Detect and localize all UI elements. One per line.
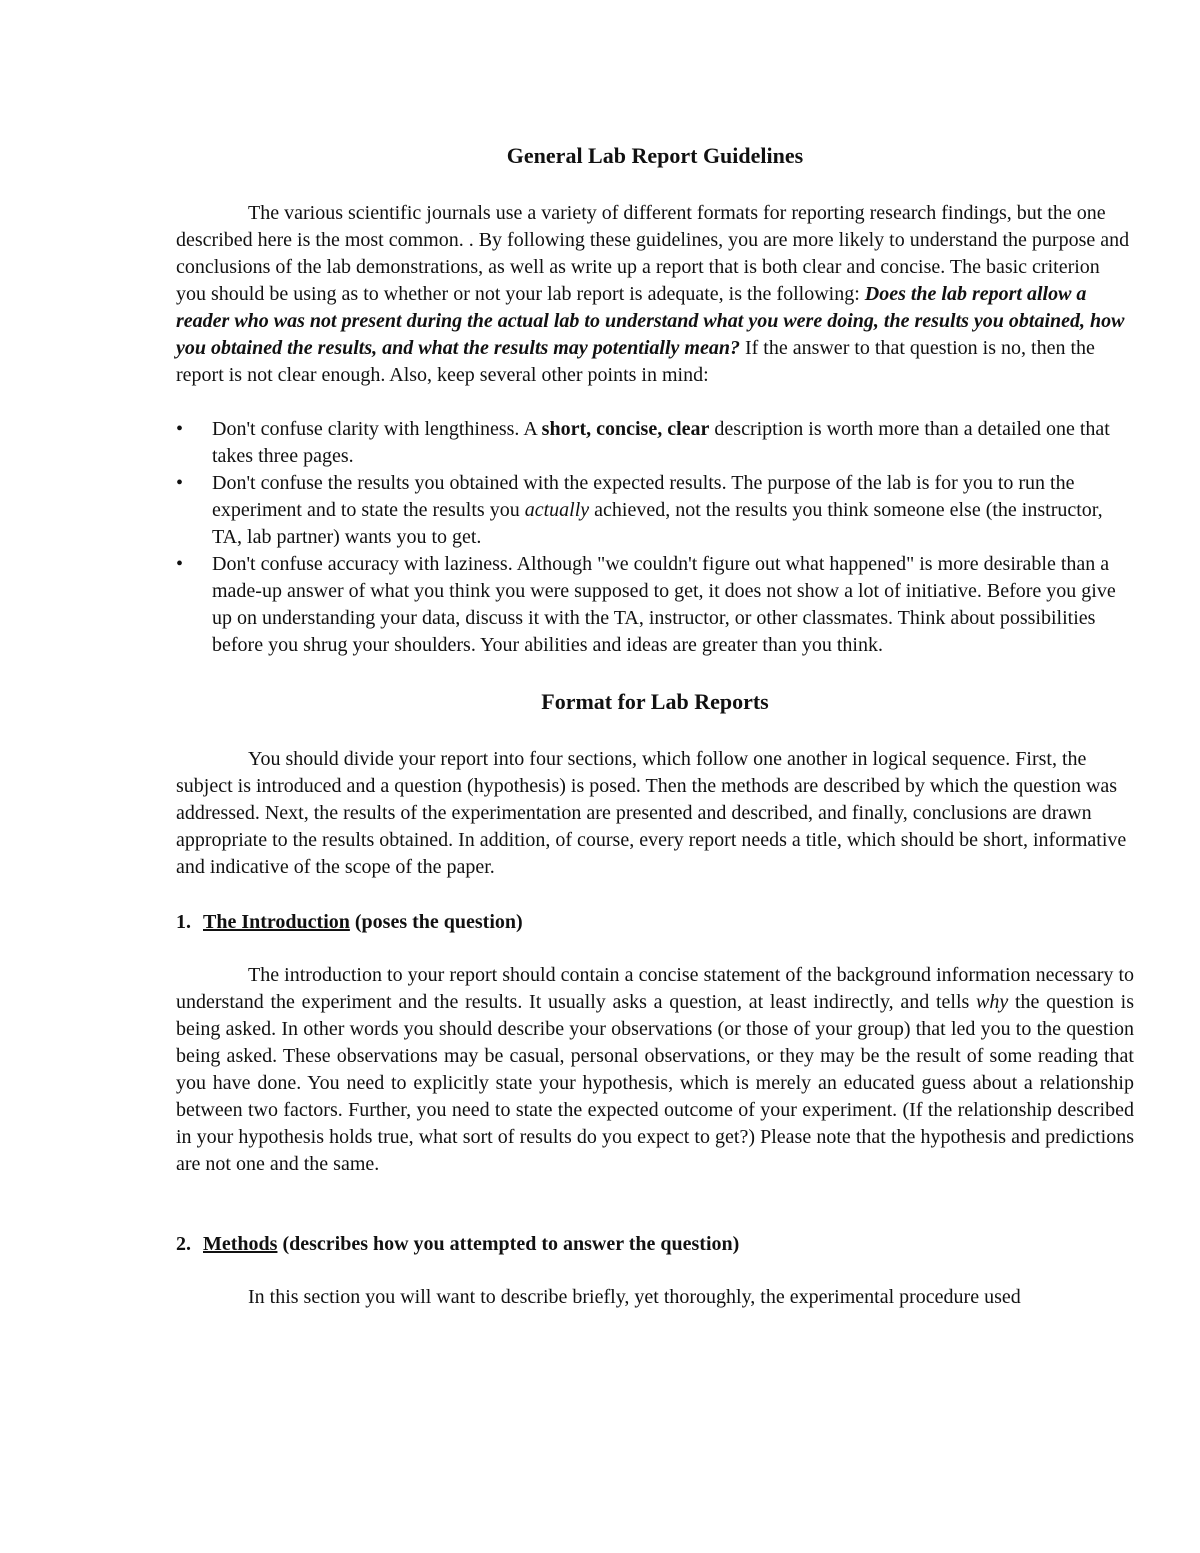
guidelines-list	[176, 416, 1134, 659]
section-heading-introduction	[176, 909, 1134, 936]
list-item: • Don't confuse clarity with lengthiness. A short, concise, clear description is worth more than a detailed one that takes three pages.	[176, 418, 1110, 467]
format-paragraph: You should divide your report into four sections, which follow one another in logical sequence. First, the subject is introduced and a question (hypothesis) is posed. Then the methods are described by which the question was addressed. Next, the results of the experimentation are presented and described, and finally, conclusions are drawn appropriate to the results obtained. In addition, of course, every report needs a title, which should be short, informative and indicative of the scope of the paper.	[176, 748, 1127, 878]
bold-phrase: short, concise, clear	[541, 418, 710, 440]
document-page	[176, 140, 1134, 1311]
section-desc: (poses the question)	[349, 911, 523, 933]
bullet-icon: •	[176, 418, 184, 440]
section-heading-methods	[176, 1231, 1134, 1258]
intro-text-end: If the answer to that question is no, then the report is not clear enough. Also, keep several other points in mind:	[176, 337, 1095, 386]
document-title: General Lab Report Guidelines	[506, 143, 804, 168]
methods-paragraph: In this section you will want to describe briefly, yet thoroughly, the experimental procedure used	[248, 1286, 1021, 1308]
section-name: The Introduction	[203, 911, 350, 933]
intro-emphasis: Does the lab report allow a reader who was not present during the actual lab to understand what you were doing, the results you obtained, how you obtained the results, and what the results may potentially mean?	[176, 283, 1125, 359]
format-title: Format for Lab Reports	[541, 689, 769, 714]
list-item: • Don't confuse the results you obtained with the expected results. The purpose of the lab is for you to run the experiment and to state the results you actually achieved, not the results you think someone else (the instructor, TA, lab partner) wants you to get.	[176, 472, 1103, 548]
section-name: Methods	[203, 1233, 278, 1255]
italic-word: actually	[524, 499, 590, 521]
bullet-icon: •	[176, 553, 184, 575]
section-desc: (describes how you attempted to answer the question)	[277, 1233, 740, 1255]
bullet-icon: •	[176, 472, 184, 494]
list-item: • Don't confuse accuracy with laziness. Although "we couldn't figure out what happened" is more desirable than a made-up answer of what you think you were supposed to get, it does not show a lot of initiative. Before you give up on understanding your data, discuss it with the TA, instructor, or other classmates. Think about possibilities before you shrug your shoulders. Your abilities and ideas are greater than you think.	[176, 553, 1116, 656]
introduction-paragraph: The introduction to your report should contain a concise statement of the background information necessary to understand the experiment and the results. It usually asks a question, at least indirectly, and tells why the question is being asked. In other words you should describe your observations (or those of your group) that led you to the question being asked. These observations may be casual, personal observations, or they may be the result of some reading that you have done. You need to explicitly state your hypothesis, which is merely an educated guess about a relationship between two factors. Further, you need to state the expected outcome of your experiment. (If the relationship described in your hypothesis holds true, what sort of results do you expect to get?) Please note that the hypothesis and predictions are not one and the same.	[176, 964, 1134, 1175]
section-number: 2.	[176, 1233, 191, 1255]
section-number: 1.	[176, 911, 191, 933]
intro-text: The various scientific journals use a variety of different formats for reporting research findings, but the one described here is the most common. . By following these guidelines, you are more likely to understand the purpose and conclusions of the lab demonstrations, as well as write up a report that is both clear and concise. The basic criterion you should be using as to whether or not your lab report is adequate, is the following:	[176, 202, 1130, 305]
italic-word: why	[976, 991, 1009, 1013]
intro-paragraph	[176, 200, 1134, 389]
